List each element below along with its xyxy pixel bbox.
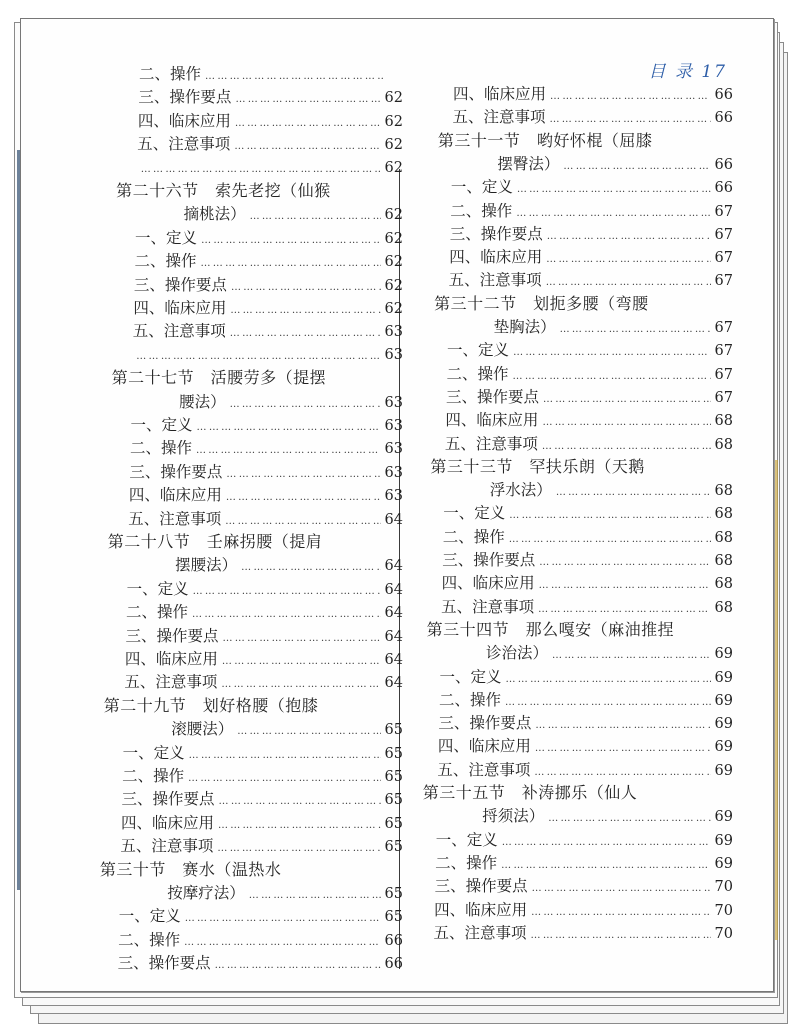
toc-entry-title: 按摩疗法） [167,884,245,902]
toc-entry-title: 摆腰法） [175,556,238,575]
toc-entry [125,648,403,670]
toc-entry [436,829,733,851]
toc-page-number: 68 [714,576,733,593]
dot-leader [226,487,381,509]
dot-leader [217,838,380,860]
toc-page-number: 62 [384,113,403,130]
toc-entry-title: 第三十四节 那么嘎安（麻油推捏 [426,619,675,639]
dot-leader [535,715,710,737]
toc-page-number: 65 [384,839,403,856]
toc-section-heading [112,367,403,389]
toc-entry-title: 五、注意事项 [132,322,226,341]
dot-leader [546,272,711,294]
dot-leader [230,323,381,345]
toc-page-number: 67 [714,320,733,336]
toc-entry-title: 四、临床应用 [449,248,543,267]
toc-entry [443,502,733,524]
running-head: 目 录 17 [648,62,727,82]
toc-section-heading [427,619,733,641]
toc-entry-title: 三、操作要点 [442,551,536,569]
toc-page-number: 69 [714,809,733,826]
toc-entry [130,437,403,459]
dot-leader [225,511,380,533]
toc-entry [494,316,733,338]
toc-entry [442,572,733,594]
toc-page-number: 62 [384,137,403,154]
toc-entry [452,106,733,128]
toc-page-number: 65 [384,815,403,832]
dot-leader [548,808,710,830]
toc-entry [132,344,403,366]
toc-entry-title: 二、操作 [139,65,202,83]
toc-entry [435,875,733,897]
dot-leader [539,575,711,597]
toc-entry [442,549,733,571]
dot-leader [532,878,711,900]
toc-entry-title: 一、定义 [122,743,185,762]
toc-entry-title: 第二十九节 划好格腰（抱膝 [103,695,319,715]
dot-leader [136,346,380,368]
toc-entry-title: 一、定义 [435,830,498,849]
dot-leader [201,230,380,252]
toc-page-number: 66 [384,932,403,949]
toc-entry-title: 四、临床应用 [437,737,531,756]
toc-page-number: 65 [384,745,403,762]
toc-entry [129,484,403,506]
toc-section-heading [100,859,403,881]
toc-entry [434,922,733,944]
toc-page-number: 69 [714,832,733,849]
toc-entry-title: 二、操作 [122,767,185,785]
toc-entry [119,905,403,927]
dot-leader [531,902,710,924]
toc-entry-title: 三、操作要点 [445,387,539,406]
toc-entry [482,805,733,827]
toc-entry-title: 一、定义 [126,579,189,598]
toc-entry [137,133,403,155]
toc-entry [447,363,733,385]
toc-entry-title: 一、定义 [447,341,510,360]
dot-leader [222,651,381,673]
toc-entry-title: 一、定义 [450,178,513,197]
toc-page-number: 68 [714,483,733,500]
toc-page-number: 66 [714,110,733,127]
toc-entry [439,689,733,711]
dot-leader [249,885,381,907]
dot-leader [506,669,711,691]
toc-page-number: 63 [384,418,403,434]
toc-entry [447,339,733,361]
toc-entry [167,882,403,904]
toc-page-number: 69 [714,646,733,663]
toc-entry-title: 一、定义 [443,504,506,523]
toc-page-number: 62 [384,159,403,176]
dot-leader [509,505,710,527]
toc-entry [437,759,733,781]
toc-entry-title: 第三十五节 补涛挪乐（仙人 [422,783,638,802]
toc-page-number: 68 [714,436,733,453]
dot-leader [231,277,381,299]
dot-leader [222,628,380,650]
dot-leader [193,581,381,603]
dot-leader [556,482,711,504]
toc-page-number: 69 [714,716,733,733]
toc-page-number: 69 [714,762,733,779]
toc-page-number: 67 [714,203,733,220]
toc-entry-title: 五、注意事项 [448,271,542,290]
toc-entry [122,788,403,810]
toc-section-heading [430,456,733,478]
toc-page-number: 66 [714,87,733,103]
toc-entry [134,274,403,296]
toc-section-heading [108,531,403,553]
toc-entry [120,835,403,857]
dot-leader [192,604,381,626]
toc-page-number: 63 [384,464,403,481]
toc-page-number: 70 [714,925,733,942]
toc-entry [434,899,733,921]
toc-entry-title: 五、注意事项 [137,135,231,154]
dot-leader [534,762,710,784]
toc-entry [453,83,733,105]
toc-entry [441,596,733,618]
toc-entry [450,200,733,222]
dot-leader [218,815,381,837]
toc-page-number: 66 [714,156,733,173]
toc-entry-title: 诊治法） [486,644,549,663]
dot-leader [543,389,711,411]
toc-entry-title: 一、定义 [118,907,181,926]
dot-leader [547,226,711,248]
toc-entry-title: 一、定义 [439,667,502,686]
toc-entry-title: 第二十七节 活腰劳多（提摆 [111,368,327,388]
dot-leader [552,645,711,667]
dot-leader [241,557,380,579]
toc-page-number: 65 [384,886,403,902]
toc-entry-title: 二、操作 [118,930,181,949]
toc-entry-title: 四、临床应用 [453,85,547,103]
toc-entry-title: 二、操作 [134,252,197,271]
dot-leader [250,206,381,228]
toc-entry-title: 第三十二节 划扼多腰（弯腰 [434,293,649,313]
toc-entry [137,157,403,179]
toc-entry-title: 四、临床应用 [445,411,539,430]
dot-leader [235,89,380,111]
toc-page-number: 63 [384,324,403,341]
toc-entry-title: 二、操作 [129,439,192,458]
toc-entry [133,320,403,342]
toc-entry [443,526,733,548]
toc-page-number: 67 [714,366,733,383]
toc-entry-title: 二、操作 [126,603,189,622]
toc-page-number: 69 [714,692,733,709]
toc-page-number: 67 [714,250,733,267]
toc-page-number: 64 [384,652,403,668]
toc-entry-title: 四、临床应用 [124,650,218,668]
toc-page-number: 68 [714,506,733,523]
toc-entry [438,712,733,734]
toc-entry-title: 三、操作要点 [133,275,227,294]
dot-leader [509,529,711,551]
dot-leader [538,599,710,621]
dot-leader [141,159,381,181]
toc-entry [175,554,403,576]
toc-entry-title: 三、操作要点 [117,954,211,973]
toc-entry [127,578,403,600]
toc-page [20,18,774,992]
dot-leader [505,692,711,714]
toc-page-number: 69 [714,855,733,872]
dot-leader [539,552,710,574]
toc-entry-title: 第二十八节 壬麻拐腰（提肩 [107,532,323,551]
toc-page-number: 63 [384,394,403,411]
toc-entry [128,508,403,530]
dot-leader [230,394,381,416]
toc-entry-title: 一、定义 [130,416,193,434]
toc-entry [125,625,403,647]
toc-entry-title: 腰法） [179,392,226,411]
dot-leader [501,855,710,877]
dot-leader [197,417,381,439]
toc-section-heading [434,293,733,315]
toc-entry-title: 五、注意事项 [120,837,214,856]
dot-leader [535,738,711,760]
toc-entry-title: 四、临床应用 [128,486,222,505]
toc-entry-title: 二、操作 [442,527,505,546]
toc-entry-title: 二、操作 [446,364,509,383]
toc-entry [497,153,733,175]
toc-entry-title: 五、注意事项 [444,434,538,453]
toc-entry [123,742,403,764]
toc-page-number: 68 [714,599,733,616]
dot-leader [531,925,711,947]
toc-entry [138,86,403,108]
dot-leader [226,464,380,486]
dot-leader [549,109,710,131]
dot-leader [234,136,380,158]
toc-page-number: 66 [714,180,733,197]
dot-leader [513,342,710,364]
toc-page-number: 65 [384,769,403,785]
toc-page-number: 67 [714,389,733,406]
dot-leader [189,745,381,767]
dot-leader [235,113,381,135]
toc-page-number: 64 [384,675,403,692]
toc-entry-title: 摘桃法） [183,205,246,224]
toc-page-number: 63 [384,488,403,505]
toc-entry-title: 二、操作 [438,690,501,709]
toc-entry [439,666,733,688]
toc-entry-title: 四、临床应用 [133,299,227,317]
toc-page-number: 70 [714,902,733,919]
toc-entry [121,812,403,834]
toc-page-number: 70 [714,879,733,896]
toc-page-number: 62 [384,230,403,247]
toc-page-number: 62 [384,254,403,271]
dot-leader [513,366,711,388]
toc-page-number: 68 [714,553,733,569]
toc-entry-title: 摆臀法） [497,154,560,173]
toc-page-number: 64 [384,605,403,622]
toc-entry-title: 三、操作要点 [129,462,223,481]
toc-entry-title: 四、临床应用 [434,900,528,919]
dot-leader [542,412,710,434]
toc-entry [438,735,733,757]
dot-leader [516,203,710,225]
toc-entry [445,409,733,431]
toc-entry [171,718,403,740]
toc-page-number: 65 [384,722,403,739]
toc-entry-title: 一、定义 [135,228,198,247]
toc-entry-title: 二、操作 [450,201,513,220]
toc-entry-title: 五、注意事项 [437,760,531,779]
toc-section-heading [438,130,733,152]
toc-entry-title: 三、操作要点 [138,88,232,107]
toc-entry-title: 五、注意事项 [441,597,535,616]
toc-entry [450,223,733,245]
toc-entry [126,601,403,623]
toc-page-number: 63 [384,441,403,458]
toc-entry-title: 三、操作要点 [125,626,219,645]
dot-leader [542,436,711,458]
toc-entry [134,250,403,272]
dot-leader [221,674,380,696]
toc-entry [124,671,403,693]
toc-entry-title: 五、注意事项 [124,673,218,692]
toc-entry-title: 捋须法） [482,807,545,826]
toc-page-number: 68 [714,529,733,546]
toc-entry-title: 第三十一节 哟好怀棍（屈膝 [437,130,653,150]
toc-entry [449,269,733,291]
toc-entry [490,479,733,501]
toc-entry-title: 三、操作要点 [438,714,532,733]
toc-page-number: 65 [384,792,403,809]
dot-leader [205,66,383,88]
toc-entry [118,952,403,974]
toc-entry [139,63,403,85]
toc-entry-title: 三、操作要点 [449,224,543,243]
toc-page-number: 64 [384,628,403,645]
dot-leader [230,300,380,322]
dot-leader [188,768,380,790]
toc-section-heading [116,180,403,202]
toc-section-heading [423,782,733,804]
toc-entry [129,461,403,483]
toc-entry [486,642,733,664]
dot-leader [560,319,711,341]
toc-entry [133,297,403,319]
toc-entry-title: 五、注意事项 [452,108,546,127]
toc-page-number: 67 [714,273,733,290]
toc-entry-title: 四、临床应用 [441,574,535,593]
dot-leader [201,253,381,275]
toc-entry-title: 五、注意事项 [433,923,527,942]
toc-entry-title: 四、临床应用 [120,813,214,832]
toc-entry [184,203,403,225]
toc-page-number: 62 [384,90,403,107]
toc-page-number: 67 [714,226,733,243]
toc-entry-title: 五、注意事项 [128,509,222,528]
toc-entry [131,414,403,436]
toc-page-number: 62 [384,207,403,224]
toc-page-number: 65 [384,909,403,926]
toc-entry [135,227,403,249]
dot-leader [517,179,711,201]
dot-leader [563,156,710,178]
toc-page-number: 63 [384,346,403,363]
toc-entry-title: 二、操作 [435,853,498,872]
toc-page-number: 69 [714,739,733,756]
dot-leader [215,955,381,977]
toc-entry-title: 三、操作要点 [121,790,215,809]
toc-entry [138,110,403,132]
toc-page-number: 66 [384,956,403,973]
toc-entry [122,765,403,787]
toc-entry [451,176,733,198]
dot-leader [237,721,380,743]
toc-entry-title: 四、临床应用 [137,111,231,130]
dot-leader [502,832,711,854]
dot-leader [184,932,380,954]
dot-leader [550,86,711,108]
toc-page-number: 68 [714,413,733,430]
toc-page-number: 64 [384,558,403,575]
toc-page-number: 62 [384,301,403,317]
toc-entry-title: 垫胸法） [493,318,556,336]
toc-page-number: 62 [384,277,403,294]
toc-entry-title: 滚腰法） [171,720,234,739]
dot-leader [546,249,710,271]
toc-entry [118,929,403,951]
toc-entry-title: 第三十节 赛水（温热水 [99,859,282,879]
toc-page-number: 64 [384,581,403,598]
toc-entry [449,246,733,268]
toc-page-number: 64 [384,511,403,528]
toc-entry-title: 第三十三节 罕扶乐朗（天鹅 [430,456,645,476]
toc-entry [179,391,403,413]
dot-leader [196,440,381,462]
toc-entry-title: 第二十六节 索先老挖（仙猴 [116,181,331,200]
toc-entry-title: 三、操作要点 [434,877,528,896]
toc-section-heading [104,695,403,717]
toc-entry [435,852,733,874]
toc-entry [446,386,733,408]
toc-page-number: 67 [714,343,733,360]
dot-leader [219,791,381,813]
toc-page-number: 69 [714,669,733,686]
toc-entry-title: 浮水法） [489,481,552,500]
dot-leader [185,908,381,930]
toc-entry [445,433,733,455]
